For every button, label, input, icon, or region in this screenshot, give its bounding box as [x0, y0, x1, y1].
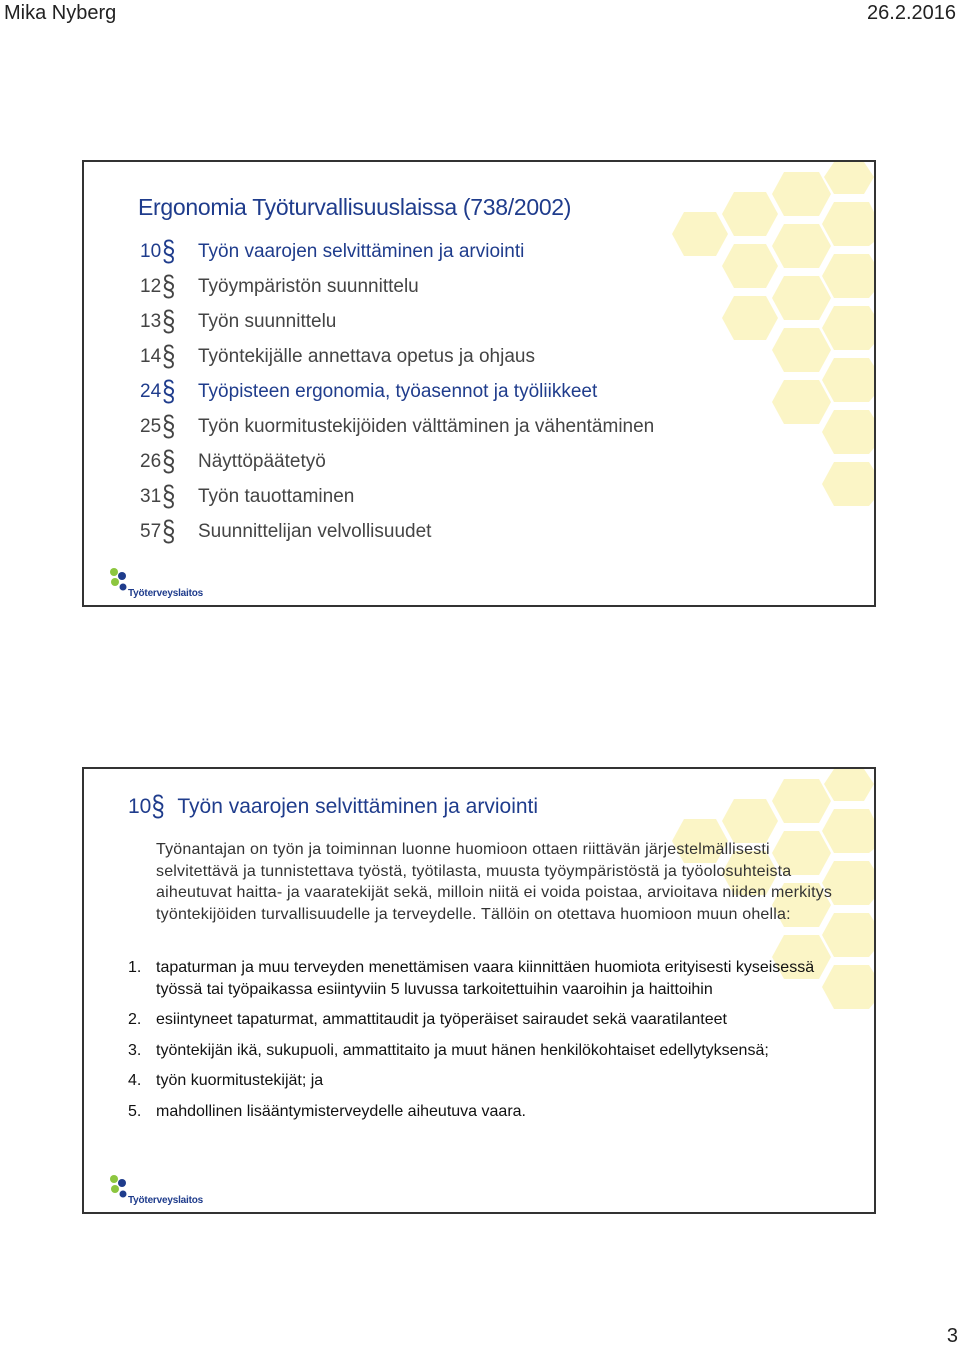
- section-sign-icon: §: [162, 514, 176, 549]
- section-text: Työn suunnittelu: [198, 311, 337, 332]
- list-item-text: työn kuormitustekijät; ja: [156, 1072, 324, 1089]
- slide-title: [128, 789, 539, 824]
- section-item: [140, 234, 654, 269]
- tyoterveyslaitos-logo: [108, 567, 203, 599]
- list-item: [128, 1101, 858, 1123]
- section-number: 12: [140, 276, 162, 297]
- list-item: [128, 1040, 858, 1062]
- list-item-number: 4.: [128, 1072, 142, 1089]
- section-list: [140, 234, 654, 549]
- section-text: Työn kuormitustekijöiden välttäminen ja vähentäminen: [198, 416, 655, 437]
- logo-text: Työterveyslaitos: [128, 1195, 203, 1206]
- section-item: [140, 269, 654, 304]
- section-sign-icon: §: [162, 269, 176, 304]
- section-sign-icon: §: [162, 374, 176, 409]
- section-number: 57: [140, 521, 162, 542]
- slide-2: [82, 767, 876, 1214]
- section-item: [140, 479, 654, 514]
- section-item: [140, 514, 654, 549]
- numbered-list: [128, 957, 858, 1131]
- section-text: Työn tauottaminen: [198, 486, 355, 507]
- section-number: 14: [140, 346, 162, 367]
- logo-mark-icon: [108, 1174, 130, 1198]
- section-number: 13: [140, 311, 162, 332]
- section-sign-icon: §: [162, 234, 176, 269]
- page-header: [0, 0, 960, 26]
- section-number: 31: [140, 486, 162, 507]
- section-text: Suunnittelijan velvollisuudet: [198, 521, 432, 542]
- section-number: 10: [128, 795, 152, 818]
- section-number: 10: [140, 241, 162, 262]
- section-item: [140, 444, 654, 479]
- list-item: [128, 1070, 858, 1092]
- section-sign-icon: §: [162, 479, 176, 514]
- list-item-text: työntekijän ikä, sukupuoli, ammattitaito ja muut hänen henkilökohtaiset edellytyksensä;: [156, 1041, 769, 1059]
- list-item-text: tapaturman ja muu terveyden menettämisen vaara kiinnittäen huomiota erityisesti kyseisessä työssä tai työpaikassa esiintyviin 5 luvussa tarkoitettuihin vaaroihin ja haittoihin: [156, 959, 815, 998]
- section-text: Työn vaarojen selvittäminen ja arviointi: [198, 241, 525, 262]
- section-title-text: Työn vaarojen selvittäminen ja arviointi: [177, 795, 539, 818]
- logo-text: Työterveyslaitos: [128, 588, 203, 599]
- section-text: Työympäristön suunnittelu: [198, 276, 419, 297]
- header-date: 26.2.2016: [867, 2, 956, 24]
- author-name: Mika Nyberg: [4, 2, 117, 24]
- section-text: Näyttöpäätetyö: [198, 451, 326, 472]
- tyoterveyslaitos-logo: [108, 1174, 203, 1206]
- section-item: [140, 304, 654, 339]
- section-text: Työntekijälle annettava opetus ja ohjaus: [198, 346, 535, 367]
- section-sign-icon: §: [162, 339, 176, 374]
- slide-title: Ergonomia Työturvallisuuslaissa (738/2002): [138, 194, 572, 220]
- section-item: [140, 409, 654, 444]
- section-sign-icon: §: [162, 409, 176, 444]
- section-sign-icon: §: [162, 444, 176, 479]
- list-item-number: 2.: [128, 1011, 142, 1028]
- section-text: Työpisteen ergonomia, työasennot ja työliikkeet: [198, 381, 598, 402]
- section-item: [140, 339, 654, 374]
- section-number: 26: [140, 451, 162, 472]
- slide-1: [82, 160, 876, 607]
- logo-mark-icon: [108, 567, 130, 591]
- section-item: [140, 374, 654, 409]
- section-number: 25: [140, 416, 162, 437]
- page-number: 3: [946, 1325, 958, 1347]
- section-number: 24: [140, 381, 162, 402]
- intro-paragraph: Työnantajan on työn ja toiminnan luonne huomioon ottaen riittävän järjestelmällisesti selvitettävä ja tunnistettava työstä, työtilasta, muusta työympäristöstä ja työolosuhteista aiheutuvat haitta- ja vaaratekijät sekä, milloin niitä ei voida poistaa, arvioitava niiden merkitys työntekijöiden turvallisuudelle ja terveydelle. Tällöin on otettava huomioon muun ohella:: [156, 841, 833, 923]
- list-item-number: 3.: [128, 1041, 142, 1059]
- list-item-number: 5.: [128, 1102, 142, 1120]
- list-item: [128, 957, 858, 1000]
- section-sign-icon: §: [151, 789, 165, 824]
- list-item-text: mahdollinen lisääntymisterveydelle aiheutuva vaara.: [156, 1102, 526, 1120]
- section-sign-icon: §: [162, 304, 176, 339]
- list-item-text: esiintyneet tapaturmat, ammattitaudit ja työperäiset sairaudet sekä vaaratilanteet: [156, 1011, 727, 1028]
- list-item: [128, 1009, 858, 1031]
- list-item-number: 1.: [128, 959, 142, 976]
